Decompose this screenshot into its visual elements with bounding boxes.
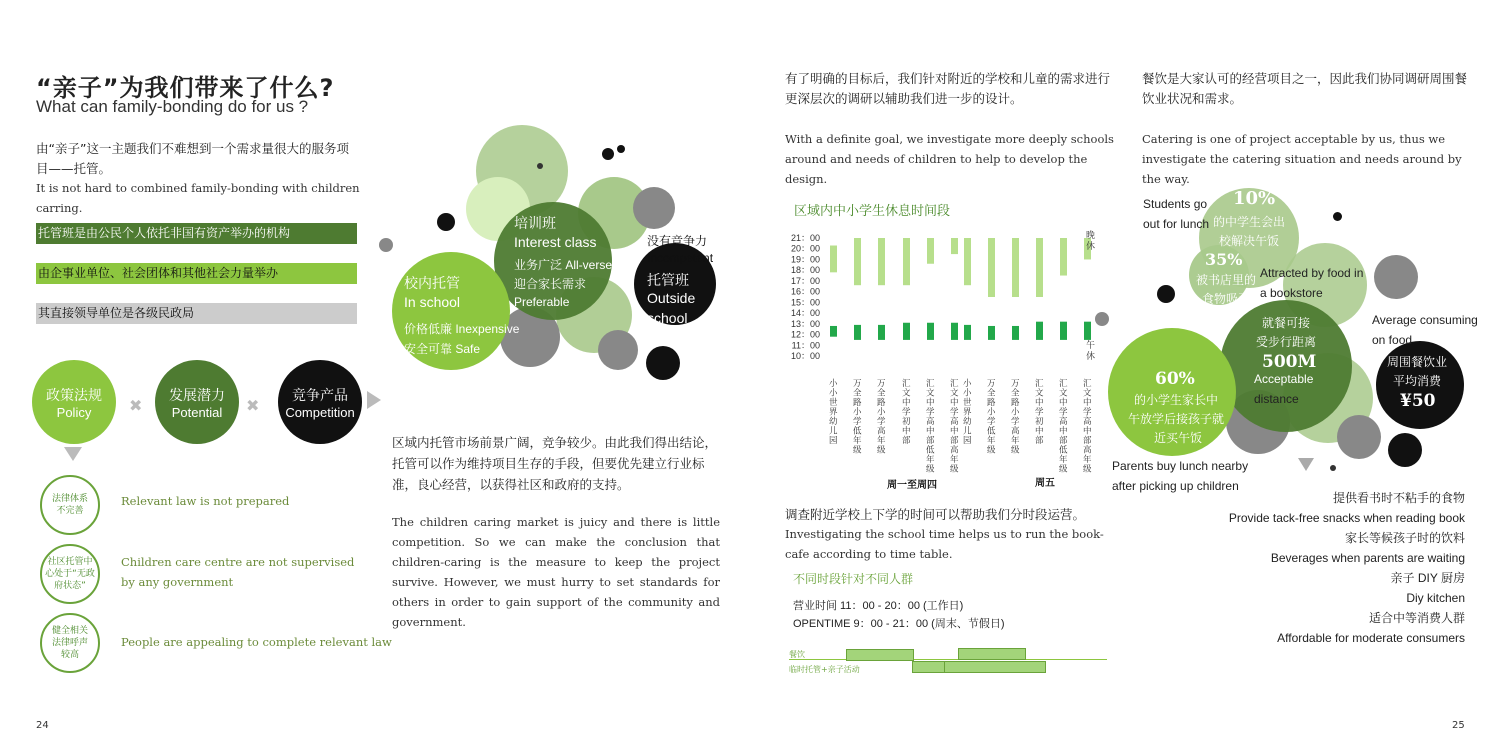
category-label: 初 [1035, 417, 1044, 427]
category-label: 学 [926, 407, 935, 418]
category-label: 级 [853, 445, 862, 456]
bubble-dot [617, 145, 625, 153]
arrow-down-icon [1298, 458, 1314, 471]
attracted-2: a bookstore [1260, 286, 1323, 300]
problem-text-3: People are appealing to complete relevant law [121, 635, 392, 649]
category-label: 儿 [963, 426, 972, 437]
category-label: 儿 [829, 426, 838, 437]
category-label: 中 [1083, 398, 1092, 408]
bubble-dot [1388, 433, 1422, 467]
category-label: 低 [926, 445, 935, 456]
category-label: 中 [1035, 426, 1044, 437]
evening-bar [1036, 238, 1043, 297]
right-intro-en: With a definite goal, we investigate more deeply schools around and needs of children to help to develop the design. [785, 132, 1114, 186]
y-tick-label: 10：00 [790, 351, 820, 361]
group-label: 周五 [1035, 478, 1055, 489]
category-label: 学 [902, 407, 911, 418]
outside-en-1: Outside [647, 290, 696, 306]
category-label: 路 [853, 398, 862, 408]
pct60-text-3: 近买午饭 [1154, 431, 1203, 445]
category-label: 学 [877, 417, 886, 427]
problem-ring-2 [40, 544, 100, 604]
category-label: 高 [926, 417, 935, 427]
arrow-right-icon [367, 391, 381, 409]
category-label: 万 [853, 379, 862, 389]
evening-bar [878, 238, 885, 285]
category-label: 路 [987, 398, 996, 408]
noon-bar [1012, 326, 1019, 340]
category-label: 文 [902, 388, 911, 399]
category-label: 级 [1011, 445, 1020, 456]
multiply-icon: ✖ [129, 396, 143, 415]
category-label: 学 [1011, 417, 1020, 427]
timeline-label-care: 临时托管+亲子活动 [789, 665, 860, 674]
category-label: 汇 [926, 379, 935, 389]
category-label: 全 [1011, 388, 1020, 399]
category-label: 界 [829, 407, 838, 418]
catering-cn: 餐饮是大家认可的经营项目之一，因此我们协同调研周围餐饮业状况和需求。 [1142, 71, 1468, 106]
factor-competition-en: Competition [285, 404, 355, 420]
side-label: 晚 [1086, 231, 1096, 241]
category-label: 中 [1059, 426, 1068, 437]
school-point-1: 价格低廉 Inexpensive [404, 322, 520, 336]
factor-competition-cn: 竞争产品 [292, 386, 348, 403]
category-label: 路 [877, 398, 886, 408]
category-label: 低 [1059, 445, 1068, 456]
bubble-gray [598, 330, 638, 370]
walk-value: 500M [1262, 352, 1317, 372]
parents-1: Parents buy lunch nearby [1112, 459, 1249, 473]
category-label: 学 [1083, 407, 1092, 418]
category-label: 世 [829, 398, 838, 408]
noon-bar [830, 326, 837, 337]
hours-weekend: OPENTIME 9：00 - 21：00 (周末、节假日) [793, 618, 1005, 630]
bubble-dot [646, 346, 680, 380]
category-label: 小 [1011, 407, 1020, 418]
category-label: 低 [987, 426, 996, 437]
y-tick-label: 15：00 [790, 297, 820, 308]
walk-text-1: 就餐可接 [1262, 316, 1311, 330]
category-label: 全 [877, 388, 886, 399]
pct60-text-1: 的小学生家长中 [1134, 393, 1219, 407]
pct10-text-2: 校解决午饭 [1219, 234, 1280, 248]
category-label: 中 [926, 426, 935, 437]
pct35-text-2: 食物吸引 [1202, 292, 1251, 306]
category-label: 学 [853, 417, 862, 427]
y-tick-label: 11：00 [791, 340, 820, 351]
category-label: 级 [950, 464, 959, 475]
nocomp-en: Incompetent [647, 251, 714, 265]
page-number-left: 24 [36, 720, 49, 731]
need-item: 家长等候孩子时的饮料 [1344, 531, 1465, 545]
timeline-bar-catering-2 [958, 648, 1026, 660]
evening-bar [964, 238, 971, 285]
factor-potential-en: Potential [171, 404, 223, 420]
category-label: 小 [853, 407, 862, 418]
interest-point-3: Preferable [514, 295, 570, 309]
evening-bar [988, 238, 995, 297]
category-label: 幼 [963, 417, 972, 427]
category-label: 文 [1083, 388, 1092, 399]
category-label: 中 [1059, 398, 1068, 408]
right-intro-cn: 有了明确的目标后，我们针对附近的学校和儿童的需求进行更深层次的调研以辅助我们进一步的设计。 [785, 71, 1111, 106]
category-label: 学 [950, 407, 959, 418]
category-label: 路 [1011, 398, 1020, 408]
outside-en-2: school [647, 310, 688, 326]
category-label: 中 [950, 398, 959, 408]
need-item: 提供看书时不粘手的食物 [1332, 491, 1465, 505]
category-label: 园 [963, 436, 972, 446]
acceptable-2: distance [1254, 392, 1299, 406]
avg-text-1: Average consuming [1372, 313, 1478, 327]
avg-text-2: on food [1372, 333, 1413, 347]
conclusion-cn: 区域内托管市场前景广阔，竞争较少。由此我们得出结论，托管可以作为维持项目生存的手段，但要优先建立行业标准，良心经营，以获得社区和政府的支持。 [392, 435, 718, 492]
category-label: 中 [1035, 398, 1044, 408]
category-label: 高 [877, 426, 886, 437]
category-label: 小 [829, 388, 838, 399]
students-go: Students go [1143, 197, 1208, 211]
conclusion-en: The children caring market is juicy and there is little competition. So we can make the conclusion that children-caring is the measure to keep the project survive. However, we must hurry to set standards for others in order to gain support of the community and government. [392, 515, 720, 629]
category-label: 部 [902, 436, 911, 446]
out-for-lunch: out for lunch [1143, 217, 1210, 231]
bubble-dot [379, 238, 393, 252]
category-label: 初 [902, 417, 911, 427]
noon-bar [927, 323, 934, 340]
category-label: 级 [987, 445, 996, 456]
problem-ring-3 [40, 613, 100, 673]
y-tick-label: 17：00 [790, 275, 820, 286]
category-label: 全 [853, 388, 862, 399]
page-title-cn: “亲子”为我们带来了什么? [36, 74, 335, 102]
parents-2: after picking up children [1112, 479, 1239, 493]
bubble-gray [633, 187, 675, 229]
school-point-2: 安全可靠 Safe [404, 342, 481, 356]
schedule-chart [790, 228, 1110, 496]
evening-bar [1012, 238, 1019, 297]
problem-ring-1-text: 法律体系不完善 [51, 494, 88, 516]
needs-list [1140, 488, 1465, 648]
noon-bar [1036, 322, 1043, 340]
category-label: 部 [926, 436, 935, 446]
need-item: Provide tack-free snacks when reading book [1228, 511, 1465, 525]
factor-policy [32, 360, 116, 444]
side-label: 休 [1086, 242, 1096, 252]
category-label: 汇 [902, 379, 911, 389]
category-label: 小 [987, 407, 996, 418]
noon-bar [854, 325, 861, 340]
category-label: 小 [829, 379, 838, 389]
category-label: 文 [1059, 388, 1068, 399]
time-title: 不同时段针对不同人群 [793, 572, 914, 586]
interest-en: Interest class [514, 234, 597, 250]
school-en: In school [404, 294, 461, 310]
need-item: Beverages when parents are waiting [1270, 551, 1465, 565]
need-item: 适合中等消费人群 [1368, 611, 1465, 625]
category-label: 文 [926, 388, 935, 399]
acceptable-1: Acceptable [1254, 372, 1314, 386]
category-label: 级 [926, 464, 935, 475]
schedule-note-en: Investigating the school time helps us to run the book-cafe according to time table. [785, 527, 1104, 561]
category-label: 部 [1083, 436, 1092, 446]
category-label: 年 [987, 436, 996, 446]
category-label: 部 [1059, 436, 1068, 446]
nocomp-cn: 没有竞争力 [647, 234, 708, 248]
category-label: 部 [1035, 436, 1044, 446]
factor-competition [278, 360, 362, 444]
multiply-icon: ✖ [246, 396, 260, 415]
problem-text-2: Children care centre are not supervised by any government [121, 555, 355, 589]
noon-bar [903, 323, 910, 340]
category-label: 汇 [950, 379, 959, 389]
factor-potential-cn: 发展潜力 [169, 386, 225, 403]
outside-cn: 托管班 [647, 272, 689, 288]
y-tick-label: 18：00 [790, 265, 820, 276]
category-label: 中 [902, 426, 911, 437]
noon-bar [964, 325, 971, 340]
category-label: 年 [926, 455, 935, 465]
side-label: 休 [1086, 352, 1096, 362]
category-label: 高 [950, 445, 959, 456]
problem-ring-3-text: 健全相关法律呼声较高 [51, 626, 88, 660]
category-label: 幼 [829, 417, 838, 427]
category-label: 世 [963, 398, 972, 408]
category-label: 中 [902, 398, 911, 408]
y-tick-label: 13：00 [790, 318, 820, 329]
bubble-dot [1330, 465, 1336, 471]
y-tick-label: 19：00 [790, 254, 820, 265]
category-label: 万 [987, 379, 996, 389]
category-label: 级 [1059, 464, 1068, 475]
category-label: 高 [1083, 417, 1092, 427]
noon-bar [988, 326, 995, 340]
noon-bar [1060, 322, 1067, 340]
intro-en: It is not hard to combined family-bonding with children carring. [36, 181, 360, 215]
category-label: 中 [926, 398, 935, 408]
avg-cn-1: 周围餐饮业 [1387, 355, 1448, 369]
category-label: 学 [1035, 407, 1044, 418]
timeline-axis [789, 659, 1107, 660]
category-label: 年 [950, 455, 959, 465]
need-item: Affordable for moderate consumers [1277, 631, 1465, 645]
bubble-dot [1157, 285, 1175, 303]
bubble-dot [1095, 312, 1109, 326]
category-label: 低 [853, 426, 862, 437]
bubble-dot [1333, 212, 1342, 221]
category-label: 年 [1011, 436, 1020, 446]
timeline-bar-catering-1 [846, 649, 914, 661]
evening-bar [854, 238, 861, 285]
info-bar-3: 其直接领导单位是各级民政局 [36, 303, 357, 324]
avg-value: ¥50 [1400, 391, 1436, 411]
group-label: 周一至周四 [887, 480, 937, 491]
category-label: 年 [1083, 455, 1092, 465]
category-label: 级 [1083, 464, 1092, 475]
evening-bar [830, 246, 837, 273]
category-label: 小 [877, 407, 886, 418]
evening-bar [951, 238, 958, 254]
pct35-text-1: 被书店里的 [1196, 273, 1257, 287]
catering-en: Catering is one of project acceptable by us, thus we investigate the catering situation and needs around by the way. [1142, 132, 1462, 186]
factor-policy-cn: 政策法规 [46, 386, 102, 403]
category-label: 文 [950, 388, 959, 399]
side-label: 午 [1086, 341, 1096, 351]
category-label: 园 [829, 436, 838, 446]
pct10-text-1: 的中学生会出 [1213, 215, 1286, 229]
arrow-down-icon [64, 447, 82, 461]
y-tick-label: 12：00 [790, 329, 820, 340]
pct60-value: 60% [1155, 369, 1195, 389]
need-item: Diy kitchen [1406, 591, 1465, 605]
problem-ring-1 [40, 475, 100, 535]
bubble-gray [1374, 255, 1418, 299]
category-label: 年 [1059, 455, 1068, 465]
evening-bar [927, 238, 934, 264]
factor-potential [155, 360, 239, 444]
problem-ring-2-text: 社区托管中心处于“无政府状态” [45, 557, 95, 591]
category-label: 界 [963, 407, 972, 418]
category-label: 高 [1011, 426, 1020, 437]
category-label: 中 [1083, 426, 1092, 437]
timeline-bar-care-2 [944, 661, 1046, 673]
category-label: 级 [877, 445, 886, 456]
y-tick-label: 20：00 [790, 243, 820, 254]
timeline-label-catering: 餐饮 [789, 650, 805, 659]
category-label: 汇 [1083, 379, 1092, 389]
category-label: 高 [950, 417, 959, 427]
interest-point-2: 迎合家长需求 [514, 277, 587, 291]
bubble-gray [1337, 415, 1381, 459]
category-label: 学 [1059, 407, 1068, 418]
chart-title: 区域内中小学生休息时间段 [794, 204, 951, 219]
info-bar-1: 托管班是由公民个人依托非国有资产举办的机构 [36, 223, 357, 244]
noon-bar [878, 325, 885, 340]
avg-cn-2: 平均消费 [1393, 374, 1442, 388]
noon-bar [951, 323, 958, 340]
category-label: 万 [1011, 379, 1020, 389]
page-number-right: 25 [1452, 720, 1465, 731]
schedule-note-cn: 调查附近学校上下学的时间可以帮助我们分时段运营。 [785, 507, 1086, 522]
need-item: 亲子 DIY 厨房 [1390, 571, 1465, 585]
category-label: 年 [877, 436, 886, 446]
y-tick-label: 16：00 [790, 286, 820, 297]
category-label: 中 [950, 426, 959, 437]
bubble-dot [437, 213, 455, 231]
category-label: 全 [987, 388, 996, 399]
attracted-1: Attracted by food in [1260, 266, 1364, 280]
factor-policy-en: Policy [56, 404, 92, 420]
hours-weekday: 营业时间 11：00 - 20：00 (工作日) [793, 600, 964, 612]
category-label: 小 [963, 379, 972, 389]
category-label: 部 [950, 436, 959, 446]
category-label: 万 [877, 379, 886, 389]
interest-point-1: 业务广泛 All-versed [514, 258, 619, 272]
pct10-value: 10% [1233, 188, 1276, 209]
evening-bar [1060, 238, 1067, 276]
interest-cn: 培训班 [514, 215, 556, 231]
pct60-text-2: 午放学后接孩子就 [1128, 412, 1225, 426]
category-label: 汇 [1035, 379, 1044, 389]
problem-text-1: Relevant law is not prepared [121, 494, 290, 508]
info-bar-2: 由企事业单位、社会团体和其他社会力量举办 [36, 263, 357, 284]
category-label: 年 [853, 436, 862, 446]
intro-cn: 由“亲子”这一主题我们不难想到一个需求量很大的服务项目——托管。 [36, 141, 349, 176]
category-label: 学 [987, 417, 996, 427]
category-label: 高 [1059, 417, 1068, 427]
category-label: 汇 [1059, 379, 1068, 389]
walk-text-2: 受步行距离 [1256, 335, 1317, 349]
bubble-dot [602, 148, 614, 160]
school-cn: 校内托管 [404, 275, 460, 291]
bubble-dot [537, 163, 543, 169]
category-label: 小 [963, 388, 972, 399]
category-label: 文 [1035, 388, 1044, 399]
noon-bar [1084, 322, 1091, 340]
y-tick-label: 21：00 [790, 233, 820, 243]
y-tick-label: 14：00 [790, 308, 820, 319]
category-label: 高 [1083, 445, 1092, 456]
page-title-en: What can family-bonding do for us ? [36, 97, 309, 116]
pct35-value: 35% [1205, 250, 1243, 269]
evening-bar [903, 238, 910, 285]
